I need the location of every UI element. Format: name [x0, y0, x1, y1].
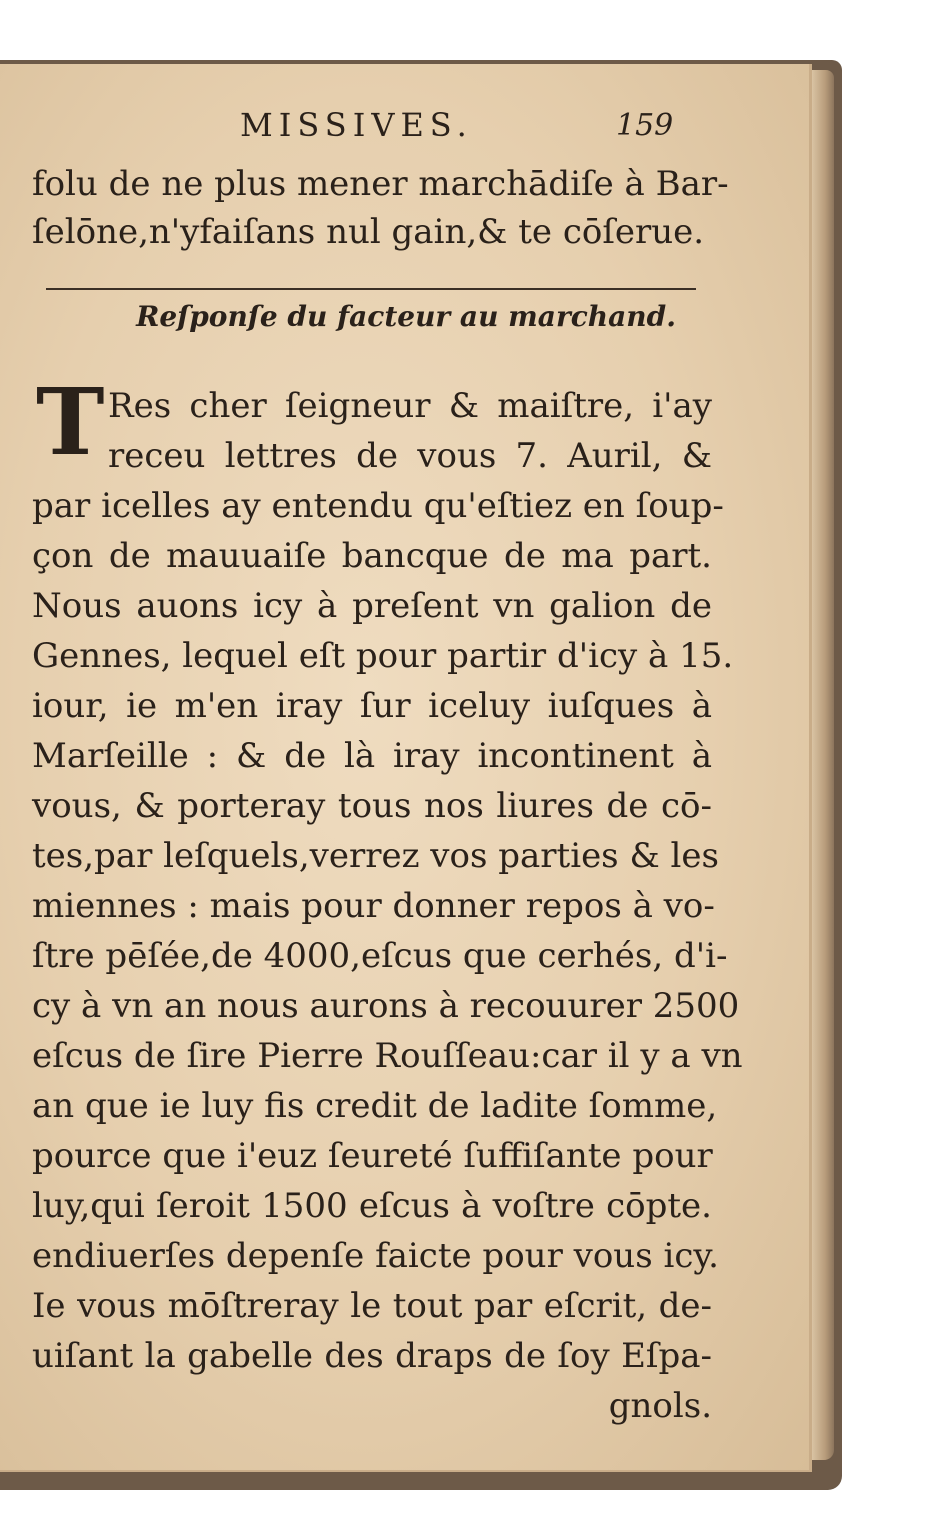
- drop-cap: T: [36, 368, 105, 476]
- text-line: gnols.: [608, 1386, 712, 1426]
- text-line: par icelles ay entendu qu'eſtiez en ſoup-: [32, 486, 724, 526]
- section-rule: [46, 288, 696, 290]
- text-line: vous, & porteray tous nos liures de cō-: [32, 786, 712, 826]
- text-line: Nous auons icy à preſent vn galion de: [32, 586, 712, 626]
- text-line: Gennes, lequel eſt pour partir d'icy à 15.: [32, 636, 734, 676]
- text-line: iour, ie m'en iray ſur iceluy iuſques à: [32, 686, 712, 726]
- text-line: endiuerſes depenſe faicte pour vous icy.: [32, 1236, 719, 1276]
- text-line: Marſeille : & de là iray incontinent à: [32, 736, 712, 776]
- text-line: miennes : mais pour donner repos à vo-: [32, 886, 715, 926]
- page-edge: [812, 70, 834, 1460]
- text-line: cy à vn an nous aurons à recouurer 2500: [32, 986, 740, 1026]
- text-line: luy,qui ſeroit 1500 eſcus à voſtre cōpte.: [32, 1186, 712, 1226]
- text-line: Res cher ſeigneur & maiſtre, i'ay: [108, 386, 712, 426]
- text-line: Ie vous mōſtreray le tout par eſcrit, de-: [32, 1286, 712, 1326]
- text-line: ſelōne,n'yfaiſans nul gain,& te cōſerue.: [32, 212, 705, 252]
- text-line: uiſant la gabelle des draps de ſoy Eſpa-: [32, 1336, 712, 1376]
- book-page: [0, 64, 812, 1472]
- text-line: folu de ne plus mener marchādiſe à Bar-: [32, 164, 729, 204]
- text-line: tes,par leſquels,verrez vos parties & les: [32, 836, 719, 876]
- text-line: pource que i'euz ſeureté ſuffiſante pour: [32, 1136, 713, 1176]
- running-title: MISSIVES.: [240, 106, 473, 144]
- text-line: ſtre pēſée,de 4000,eſcus que cerhés, d'i-: [32, 936, 728, 976]
- section-subtitle: Reſponſe du facteur au marchand.: [136, 300, 676, 333]
- page-number: 159: [616, 108, 674, 143]
- text-line: receu lettres de vous 7. Auril, &: [108, 436, 712, 476]
- page-header: [0, 106, 812, 146]
- text-line: an que ie luy fis credit de ladite ſomme,: [32, 1086, 718, 1126]
- text-line: çon de mauuaiſe bancque de ma part.: [32, 536, 712, 576]
- text-line: eſcus de ſire Pierre Rouſſeau:car il y a vn: [32, 1036, 743, 1076]
